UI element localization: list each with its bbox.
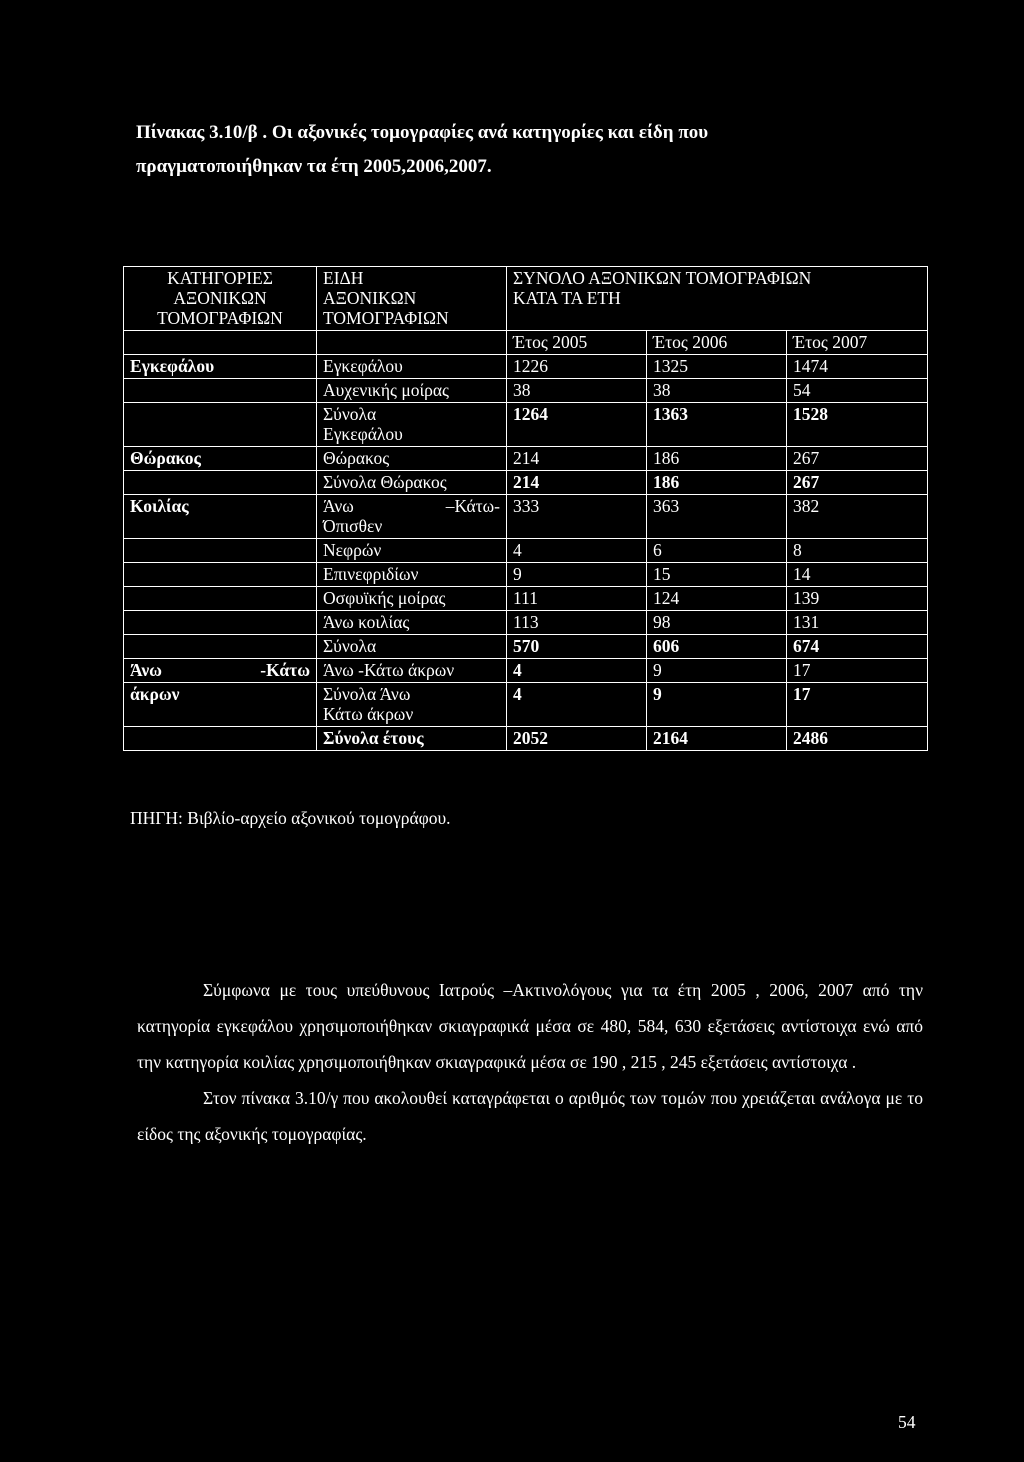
- page-number: 54: [898, 1412, 916, 1432]
- table-row: Εγκεφάλου Εγκεφάλου 1226 1325 1474: [124, 355, 928, 379]
- year-totals-label: Σύνολα έτους: [317, 727, 507, 751]
- year-2007-header: Έτος 2007: [787, 331, 928, 355]
- category-cell: Θώρακος: [124, 447, 317, 471]
- category-cell: Άνω -Κάτω: [124, 659, 317, 683]
- category-cell: Κοιλίας: [124, 495, 317, 539]
- paragraph-2: Στον πίνακα 3.10/γ που ακολουθεί καταγράφεται ο αριθμός των τομών που χρειάζεται ανάλογα με το είδος της αξονικής τομογραφίας.: [137, 1088, 923, 1144]
- paragraph-1: Σύμφωνα με τους υπεύθυνους Ιατρούς –Ακτινολόγους για τα έτη 2005 , 2006, 2007 από την κατηγορία εγκεφάλου χρησιμοποιήθηκαν σκιαγραφικά μέσα σε 480, 584, 630 εξετάσεις αντίστοιχα ενώ από την κατηγορία κοιλίας χρησιμοποιήθηκαν σκιαγραφικά μέσα σε 190 , 215 , 245 εξετάσεις αντίστοιχα .: [137, 980, 923, 1072]
- header-types: ΕΙΔΗ ΑΞΟΝΙΚΩΝ ΤΟΜΟΓΡΑΦΙΩΝ: [317, 267, 507, 331]
- table-source: ΠΗΓΗ: Βιβλίο-αρχείο αξονικού τομογράφου.: [130, 808, 451, 828]
- year-2005-header: Έτος 2005: [507, 331, 647, 355]
- table-caption: [136, 116, 926, 184]
- ct-scans-table: [123, 266, 928, 751]
- caption-line-1: Πίνακας 3.10/β . Οι αξονικές τομογραφίες ανά κατηγορίες και είδη που: [136, 122, 709, 143]
- year-header-row: [124, 331, 928, 355]
- table-row: Κοιλίας Άνω –Κάτω- Όπισθεν 333 363 382: [124, 495, 928, 539]
- table-row: Άνω -Κάτω Άνω -Κάτω άκρων 4 9 17: [124, 659, 928, 683]
- year-2006-header: Έτος 2006: [647, 331, 787, 355]
- table-row: Νεφρών 4 6 8: [124, 539, 928, 563]
- category-cell: Εγκεφάλου: [124, 355, 317, 379]
- table-row: Θώρακος Θώρακος 214 186 267: [124, 447, 928, 471]
- table-row: Σύνολα Εγκεφάλου 1264 1363 1528: [124, 403, 928, 447]
- table-row: Αυχενικής μοίρας 38 38 54: [124, 379, 928, 403]
- header-row: [124, 267, 928, 331]
- body-text: [137, 972, 923, 1152]
- table-row: Οσφυϊκής μοίρας 111 124 139: [124, 587, 928, 611]
- table-row: άκρων Σύνολα Άνω Κάτω άκρων 4 9 17: [124, 683, 928, 727]
- header-categories: ΚΑΤΗΓΟΡΙΕΣ ΑΞΟΝΙΚΩΝ ΤΟΜΟΓΡΑΦΙΩΝ: [124, 267, 317, 331]
- year-totals-row: Σύνολα έτους 2052 2164 2486: [124, 727, 928, 751]
- table-row: Σύνολα Θώρακος 214 186 267: [124, 471, 928, 495]
- table-row: Σύνολα 570 606 674: [124, 635, 928, 659]
- table-row: Επινεφριδίων 9 15 14: [124, 563, 928, 587]
- table-row: Άνω κοιλίας 113 98 131: [124, 611, 928, 635]
- header-summary: ΣΥΝΟΛΟ ΑΞΟΝΙΚΩΝ ΤΟΜΟΓΡΑΦΙΩΝ ΚΑΤΑ ΤΑ ΕΤΗ: [507, 267, 928, 331]
- caption-line-2: πραγματοποιήθηκαν τα έτη 2005,2006,2007.: [136, 156, 492, 177]
